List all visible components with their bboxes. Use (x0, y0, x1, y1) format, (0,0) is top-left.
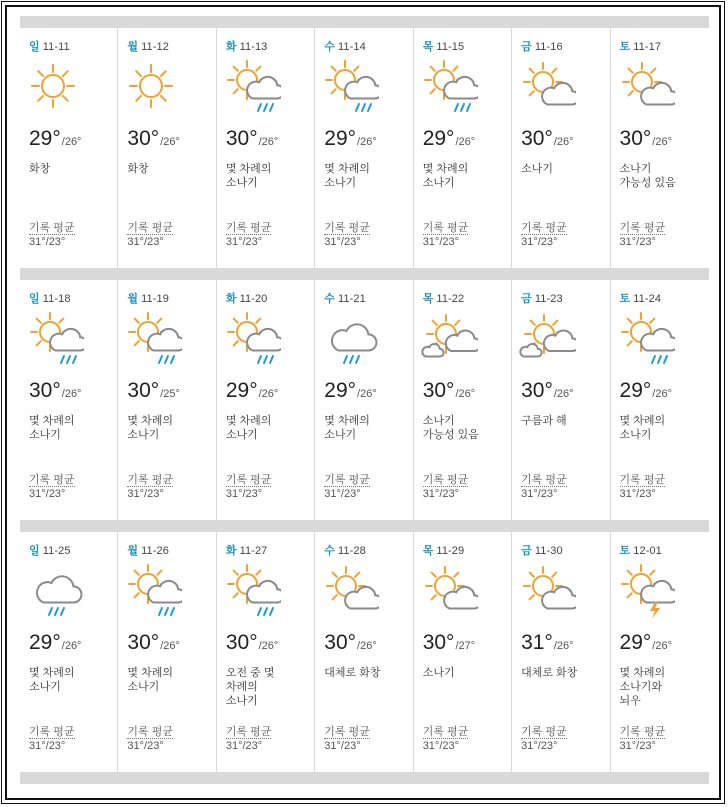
temperature (324, 127, 376, 151)
record-average (620, 473, 666, 501)
sun-cloud-icon (420, 562, 478, 618)
high-temp: 29° (324, 127, 357, 150)
record-label: 기록 평균 (422, 726, 469, 738)
high-temp: 29° (422, 127, 455, 150)
temperature (127, 631, 179, 655)
record-value: 31°/23° (127, 236, 164, 248)
high-temp: 30° (225, 631, 258, 654)
temperature (620, 631, 672, 655)
sun-cloud-rain-icon (124, 562, 182, 618)
weather-description: 소나기 가능성 있음 (422, 415, 479, 441)
day-date: 11-20 (239, 293, 268, 305)
week-row (20, 532, 709, 772)
record-label: 기록 평균 (225, 474, 272, 486)
sun-icon (124, 58, 182, 114)
day-of-week: 화 (225, 293, 237, 305)
low-temp: /26° (61, 388, 82, 400)
record-value: 31°/23° (127, 740, 164, 752)
record-label: 기록 평균 (225, 726, 272, 738)
day-header (226, 38, 268, 54)
record-value: 31°/23° (127, 488, 164, 500)
day-of-week: 월 (127, 293, 139, 305)
day-of-week: 월 (127, 545, 139, 557)
high-temp: 29° (324, 379, 357, 402)
temperature (29, 379, 81, 403)
day-date: 11-12 (141, 41, 169, 53)
temperature (226, 127, 278, 151)
record-label: 기록 평균 (127, 222, 173, 234)
sun-two-clouds-icon (420, 310, 478, 366)
record-average (324, 725, 370, 753)
day-header (620, 38, 662, 54)
record-value: 31°/23° (324, 236, 361, 248)
day-header (324, 290, 366, 306)
day-of-week: 수 (324, 293, 335, 305)
high-temp: 30° (225, 127, 258, 150)
weather-description: 몇 차례의 소나기 (29, 415, 75, 441)
temperature (521, 379, 573, 403)
low-temp: /26° (357, 388, 377, 400)
week-separator (20, 772, 709, 784)
sun-cloud-rain-icon (26, 310, 84, 366)
sun-cloud-rain-icon (223, 310, 281, 366)
day-header (324, 38, 366, 54)
day-header (521, 38, 563, 54)
record-label: 기록 평균 (324, 222, 370, 234)
temperature (127, 379, 179, 403)
weather-description: 몇 차례의 소나기 (619, 415, 666, 441)
record-value: 31°/23° (521, 740, 558, 752)
day-date: 11-17 (633, 41, 662, 53)
temperature (127, 127, 179, 151)
high-temp: 30° (324, 631, 357, 654)
low-temp: /26° (652, 640, 672, 652)
weather-description: 몇 차례의 소나기 (225, 163, 272, 189)
forecast-calendar (20, 16, 709, 784)
high-temp: 29° (225, 379, 258, 402)
temperature (521, 127, 573, 151)
weather-description: 소나기 (521, 163, 553, 175)
day-of-week: 목 (422, 293, 434, 305)
day-cell[interactable] (217, 532, 315, 772)
record-label: 기록 평균 (422, 474, 469, 486)
record-value: 31°/23° (29, 488, 66, 500)
high-temp: 29° (29, 631, 61, 654)
record-value: 31°/23° (225, 236, 263, 248)
record-value: 31°/23° (324, 488, 361, 500)
record-label: 기록 평균 (521, 726, 567, 738)
weather-description: 대체로 화창 (521, 667, 578, 679)
day-header (29, 290, 71, 306)
temperature (29, 631, 81, 655)
low-temp: /26° (258, 388, 279, 400)
day-header (620, 290, 662, 306)
high-temp: 30° (29, 379, 61, 402)
temperature (324, 631, 376, 655)
weather-description: 몇 차례의 소나기 (422, 163, 469, 189)
day-cell[interactable] (315, 28, 413, 268)
day-of-week: 목 (422, 545, 434, 557)
record-label: 기록 평균 (225, 222, 272, 234)
record-average (324, 473, 370, 501)
day-of-week: 화 (225, 41, 237, 53)
weather-description: 화창 (127, 163, 149, 175)
record-average (127, 221, 173, 249)
day-header (423, 290, 465, 306)
day-date: 11-15 (436, 41, 465, 53)
week-row (20, 28, 709, 268)
temperature (521, 631, 573, 655)
day-header (521, 542, 563, 558)
weather-description: 구름과 해 (521, 415, 567, 427)
low-temp: /26° (61, 136, 82, 148)
low-temp: /26° (61, 640, 82, 652)
high-temp: 30° (422, 379, 455, 402)
high-temp: 29° (29, 127, 61, 150)
record-label: 기록 평균 (521, 222, 567, 234)
day-date: 11-22 (436, 293, 465, 305)
low-temp: /26° (357, 136, 377, 148)
low-temp: /27° (455, 640, 476, 652)
day-date: 11-19 (141, 293, 169, 305)
day-cell[interactable] (414, 532, 512, 772)
high-temp: 31° (521, 631, 553, 654)
weather-description: 대체로 화창 (324, 667, 381, 679)
sun-cloud-rain-icon (124, 310, 182, 366)
sun-cloud-rain-icon (223, 562, 281, 618)
high-temp: 29° (619, 379, 652, 402)
record-value: 31°/23° (324, 740, 361, 752)
low-temp: /26° (553, 136, 574, 148)
record-value: 31°/23° (521, 236, 558, 248)
day-date: 11-23 (534, 293, 563, 305)
record-label: 기록 평균 (29, 222, 75, 234)
low-temp: /26° (455, 388, 476, 400)
weather-description: 몇 차례의 소나기 (324, 415, 370, 441)
day-header (423, 542, 465, 558)
day-of-week: 금 (521, 545, 532, 557)
day-cell[interactable] (118, 280, 216, 520)
day-date: 11-30 (534, 545, 563, 557)
day-cell[interactable] (20, 28, 118, 268)
low-temp: /26° (357, 640, 377, 652)
day-header (127, 38, 169, 54)
sun-two-clouds-icon (518, 310, 576, 366)
record-average (226, 473, 272, 501)
weather-description: 몇 차례의 소나기 (127, 415, 173, 441)
day-cell[interactable] (20, 532, 118, 772)
record-average (423, 473, 469, 501)
week-row (20, 280, 709, 520)
sun-cloud-icon (617, 58, 675, 114)
record-label: 기록 평균 (619, 222, 666, 234)
day-date: 11-26 (141, 545, 169, 557)
day-cell[interactable] (315, 532, 413, 772)
temperature (423, 379, 475, 403)
day-of-week: 일 (29, 545, 40, 557)
record-value: 31°/23° (225, 740, 263, 752)
record-value: 31°/23° (619, 236, 656, 248)
high-temp: 30° (127, 379, 160, 402)
weather-description: 몇 차례의 소나기와 뇌우 (619, 667, 666, 707)
day-cell[interactable] (414, 28, 512, 268)
record-label: 기록 평균 (619, 726, 666, 738)
sun-cloud-rain-icon (223, 58, 281, 114)
day-date: 11-21 (338, 293, 366, 305)
temperature (324, 379, 376, 403)
record-average (29, 473, 75, 501)
day-cell[interactable] (611, 532, 709, 772)
day-date: 11-29 (436, 545, 465, 557)
record-label: 기록 평균 (127, 726, 173, 738)
day-cell[interactable] (512, 532, 610, 772)
record-value: 31°/23° (619, 488, 656, 500)
day-of-week: 토 (619, 545, 631, 557)
record-label: 기록 평균 (521, 474, 567, 486)
low-temp: /26° (652, 388, 672, 400)
high-temp: 30° (127, 631, 160, 654)
sun-cloud-icon (518, 58, 576, 114)
record-label: 기록 평균 (127, 474, 173, 486)
record-average (127, 473, 173, 501)
temperature (620, 127, 672, 151)
day-date: 11-11 (42, 41, 70, 53)
high-temp: 30° (619, 127, 652, 150)
record-average (226, 221, 272, 249)
day-date: 11-14 (338, 41, 366, 53)
temperature (620, 379, 672, 403)
sun-cloud-rain-icon (617, 310, 675, 366)
sun-icon (26, 58, 84, 114)
record-average (620, 725, 666, 753)
low-temp: /26° (553, 640, 574, 652)
day-header (226, 290, 268, 306)
sun-cloud-icon (321, 562, 379, 618)
sun-cloud-icon (518, 562, 576, 618)
weather-description: 소나기 (422, 667, 455, 679)
low-temp: /26° (258, 136, 279, 148)
day-of-week: 화 (225, 545, 237, 557)
day-of-week: 금 (521, 41, 532, 53)
low-temp: /25° (160, 388, 180, 400)
weather-description: 소나기 가능성 있음 (619, 163, 676, 189)
cloud-rain-icon (321, 310, 379, 366)
day-header (127, 290, 169, 306)
record-value: 31°/23° (422, 236, 460, 248)
weather-description: 몇 차례의 소나기 (324, 163, 370, 189)
record-label: 기록 평균 (619, 474, 666, 486)
day-header (521, 290, 563, 306)
day-header (29, 38, 70, 54)
weather-description: 몇 차례의 소나기 (127, 667, 173, 693)
day-date: 11-28 (338, 545, 366, 557)
weather-description: 화창 (29, 163, 51, 175)
day-of-week: 목 (422, 41, 434, 53)
weather-description: 몇 차례의 소나기 (29, 667, 75, 693)
day-cell[interactable] (217, 28, 315, 268)
record-label: 기록 평균 (324, 474, 370, 486)
record-value: 31°/23° (422, 488, 460, 500)
record-value: 31°/23° (521, 488, 558, 500)
record-value: 31°/23° (619, 740, 656, 752)
day-header (324, 542, 366, 558)
high-temp: 29° (619, 631, 652, 654)
record-value: 31°/23° (29, 236, 66, 248)
record-label: 기록 평균 (422, 222, 469, 234)
record-average (521, 473, 567, 501)
low-temp: /26° (553, 388, 574, 400)
record-average (620, 221, 666, 249)
day-date: 11-16 (534, 41, 563, 53)
low-temp: /26° (160, 136, 180, 148)
temperature (226, 631, 278, 655)
day-header (620, 542, 662, 558)
day-date: 11-25 (42, 545, 71, 557)
day-of-week: 월 (127, 41, 139, 53)
record-average (423, 221, 469, 249)
sun-cloud-rain-icon (321, 58, 379, 114)
day-cell[interactable] (20, 280, 118, 520)
week-separator (20, 268, 709, 280)
day-date: 11-24 (633, 293, 662, 305)
day-cell[interactable] (217, 280, 315, 520)
day-of-week: 금 (521, 293, 532, 305)
low-temp: /26° (455, 136, 476, 148)
day-cell[interactable] (611, 280, 709, 520)
day-cell[interactable] (512, 280, 610, 520)
day-cell[interactable] (512, 28, 610, 268)
day-header (423, 38, 465, 54)
day-date: 11-27 (239, 545, 268, 557)
temperature (29, 127, 81, 151)
record-average (521, 221, 567, 249)
day-of-week: 수 (324, 545, 335, 557)
day-cell[interactable] (414, 280, 512, 520)
cloud-rain-icon (26, 562, 84, 618)
day-cell[interactable] (118, 28, 216, 268)
week-separator (20, 520, 709, 532)
high-temp: 30° (521, 379, 553, 402)
day-of-week: 토 (619, 41, 631, 53)
low-temp: /26° (258, 640, 279, 652)
record-average (127, 725, 173, 753)
temperature (423, 631, 475, 655)
high-temp: 30° (127, 127, 160, 150)
record-average (29, 221, 75, 249)
record-average (324, 221, 370, 249)
record-label: 기록 평균 (29, 474, 75, 486)
high-temp: 30° (521, 127, 553, 150)
low-temp: /26° (652, 136, 672, 148)
temperature (423, 127, 475, 151)
low-temp: /26° (160, 640, 180, 652)
record-value: 31°/23° (422, 740, 460, 752)
sun-cloud-thunder-icon (617, 562, 675, 618)
record-label: 기록 평균 (324, 726, 370, 738)
record-label: 기록 평균 (29, 726, 75, 738)
day-header (127, 542, 169, 558)
day-date: 11-18 (42, 293, 71, 305)
weather-description: 오전 중 몇 차례의 소나기 (225, 667, 275, 707)
record-value: 31°/23° (225, 488, 263, 500)
day-header (226, 542, 268, 558)
day-date: 11-13 (239, 41, 268, 53)
record-average (29, 725, 75, 753)
day-of-week: 토 (619, 293, 631, 305)
day-cell[interactable] (611, 28, 709, 268)
weather-description: 몇 차례의 소나기 (225, 415, 272, 441)
day-of-week: 일 (29, 41, 40, 53)
record-average (226, 725, 272, 753)
day-cell[interactable] (315, 280, 413, 520)
sun-cloud-rain-icon (420, 58, 478, 114)
day-of-week: 일 (29, 293, 40, 305)
record-value: 31°/23° (29, 740, 66, 752)
record-average (423, 725, 469, 753)
temperature (226, 379, 278, 403)
week-separator (20, 16, 709, 28)
record-average (521, 725, 567, 753)
day-of-week: 수 (324, 41, 335, 53)
high-temp: 30° (422, 631, 455, 654)
day-cell[interactable] (118, 532, 216, 772)
day-header (29, 542, 71, 558)
day-date: 12-01 (633, 545, 662, 557)
